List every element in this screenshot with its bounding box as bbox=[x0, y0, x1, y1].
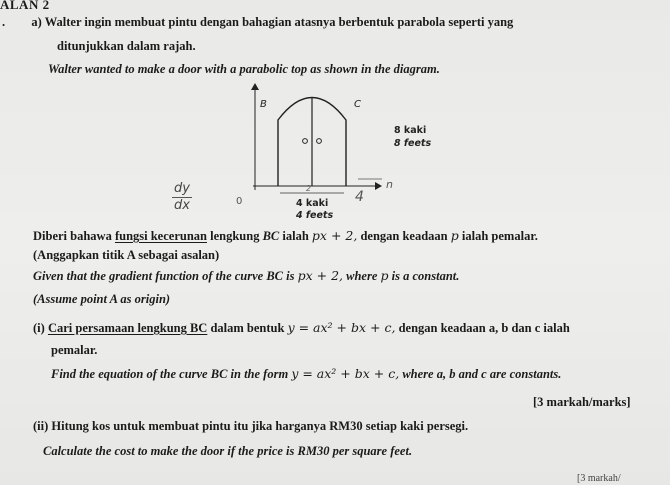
q1-en-text-1: Find the equation of the curve BC in the form bbox=[51, 367, 292, 381]
q2-label: (ii) bbox=[33, 419, 49, 433]
door-diagram bbox=[150, 80, 450, 230]
question-number-marker: . bbox=[2, 15, 6, 29]
q1-en bbox=[51, 366, 561, 382]
y-axis-arrow-icon bbox=[251, 83, 259, 90]
given-en-p: p bbox=[380, 268, 389, 283]
q1-ms-line1 bbox=[33, 320, 570, 336]
question-intro-ms-line2 bbox=[57, 39, 196, 54]
page-header bbox=[0, 0, 50, 13]
handwritten-4: 4 bbox=[355, 189, 364, 205]
intro-ms-text-2: ditunjukkan dalam rajah. bbox=[57, 39, 196, 53]
handwritten-0: 0 bbox=[236, 196, 243, 207]
intro-ms-text-1: Walter ingin membuat pintu dengan bahagian atasnya berbentuk parabola seperti yang bbox=[44, 15, 514, 29]
handwritten-dy: dy bbox=[174, 181, 190, 196]
handwritten-dx: dx bbox=[174, 198, 190, 213]
given-en-text-1: Given that the gradient function of the curve BC is bbox=[33, 269, 298, 283]
given-en-text-3: is a constant. bbox=[388, 269, 460, 283]
given-ms-underlined: fungsi kecerunan bbox=[114, 229, 207, 243]
given-ms-text-1: Diberi bahawa bbox=[33, 229, 115, 243]
handwritten-2: 2 bbox=[306, 184, 312, 193]
q1-ms-underlined: Cari persamaan lengkung BC bbox=[47, 321, 208, 335]
q2-marks-partial-text: [3 markah/ bbox=[577, 473, 621, 484]
given-en-expr: px + 2, bbox=[297, 268, 344, 283]
q1-ms-text-2: dalam bentuk bbox=[207, 321, 288, 335]
right-handle-icon bbox=[317, 139, 322, 144]
intro-en-text: Walter wanted to make a door with a parabolic top as shown in the diagram. bbox=[48, 62, 440, 76]
q1-ms-line2 bbox=[51, 343, 97, 358]
part-a-label: a) bbox=[31, 15, 42, 29]
handwritten-dydx bbox=[170, 182, 194, 213]
given-ms-text-5: ialah pemalar. bbox=[458, 229, 538, 243]
handwritten-n: n bbox=[386, 178, 393, 191]
given-ms-bc: BC bbox=[262, 229, 280, 243]
width-label-ms: 4 kaki bbox=[296, 198, 329, 209]
header-title: ALAN 2 bbox=[0, 0, 50, 12]
assume-ms bbox=[33, 248, 219, 263]
assume-ms-text: (Anggapkan titik A sebagai asalan) bbox=[33, 248, 220, 262]
label-c: C bbox=[354, 99, 361, 110]
q1-en-expr: y = ax² + bx + c, bbox=[291, 366, 400, 381]
given-en-text-2: where bbox=[343, 269, 381, 283]
q1-ms-text-3: dengan keadaan a, b dan c ialah bbox=[395, 321, 570, 335]
x-axis-arrow-icon bbox=[375, 182, 382, 190]
q2-ms-text: Hitung kos untuk membuat pintu itu jika harganya RM30 setiap kaki persegi. bbox=[51, 419, 469, 433]
q1-label: (i) bbox=[33, 321, 45, 335]
given-ms bbox=[33, 228, 538, 244]
assume-en bbox=[33, 292, 170, 307]
width-label-en: 4 feets bbox=[296, 210, 334, 221]
given-ms-expr: px + 2, bbox=[311, 228, 358, 243]
q1-en-text-2: where a, b and c are constants. bbox=[399, 367, 562, 381]
left-handle-icon bbox=[303, 139, 308, 144]
given-ms-p: p bbox=[450, 228, 459, 243]
q1-ms-line2-text: pemalar. bbox=[51, 343, 98, 357]
q2-en bbox=[43, 444, 412, 459]
question-intro-en bbox=[48, 62, 440, 77]
given-ms-text-4: dengan keadaan bbox=[357, 229, 451, 243]
q1-marks bbox=[533, 395, 631, 410]
q1-marks-text: [3 markah/marks] bbox=[533, 395, 631, 409]
q2-ms bbox=[33, 419, 468, 434]
assume-en-text: (Assume point A as origin) bbox=[33, 292, 171, 306]
label-b: B bbox=[260, 99, 267, 110]
height-label-ms: 8 kaki bbox=[394, 125, 427, 136]
given-ms-text-2: lengkung bbox=[206, 229, 263, 243]
given-ms-text-3: ialah bbox=[279, 229, 312, 243]
q2-en-text: Calculate the cost to make the door if the price is RM30 per square feet. bbox=[43, 444, 413, 458]
q1-ms-expr: y = ax² + bx + c, bbox=[287, 320, 396, 335]
given-en bbox=[33, 268, 459, 284]
question-intro-ms-line1 bbox=[2, 15, 513, 30]
height-label-en: 8 feets bbox=[394, 138, 432, 149]
q2-marks-partial bbox=[577, 473, 621, 484]
